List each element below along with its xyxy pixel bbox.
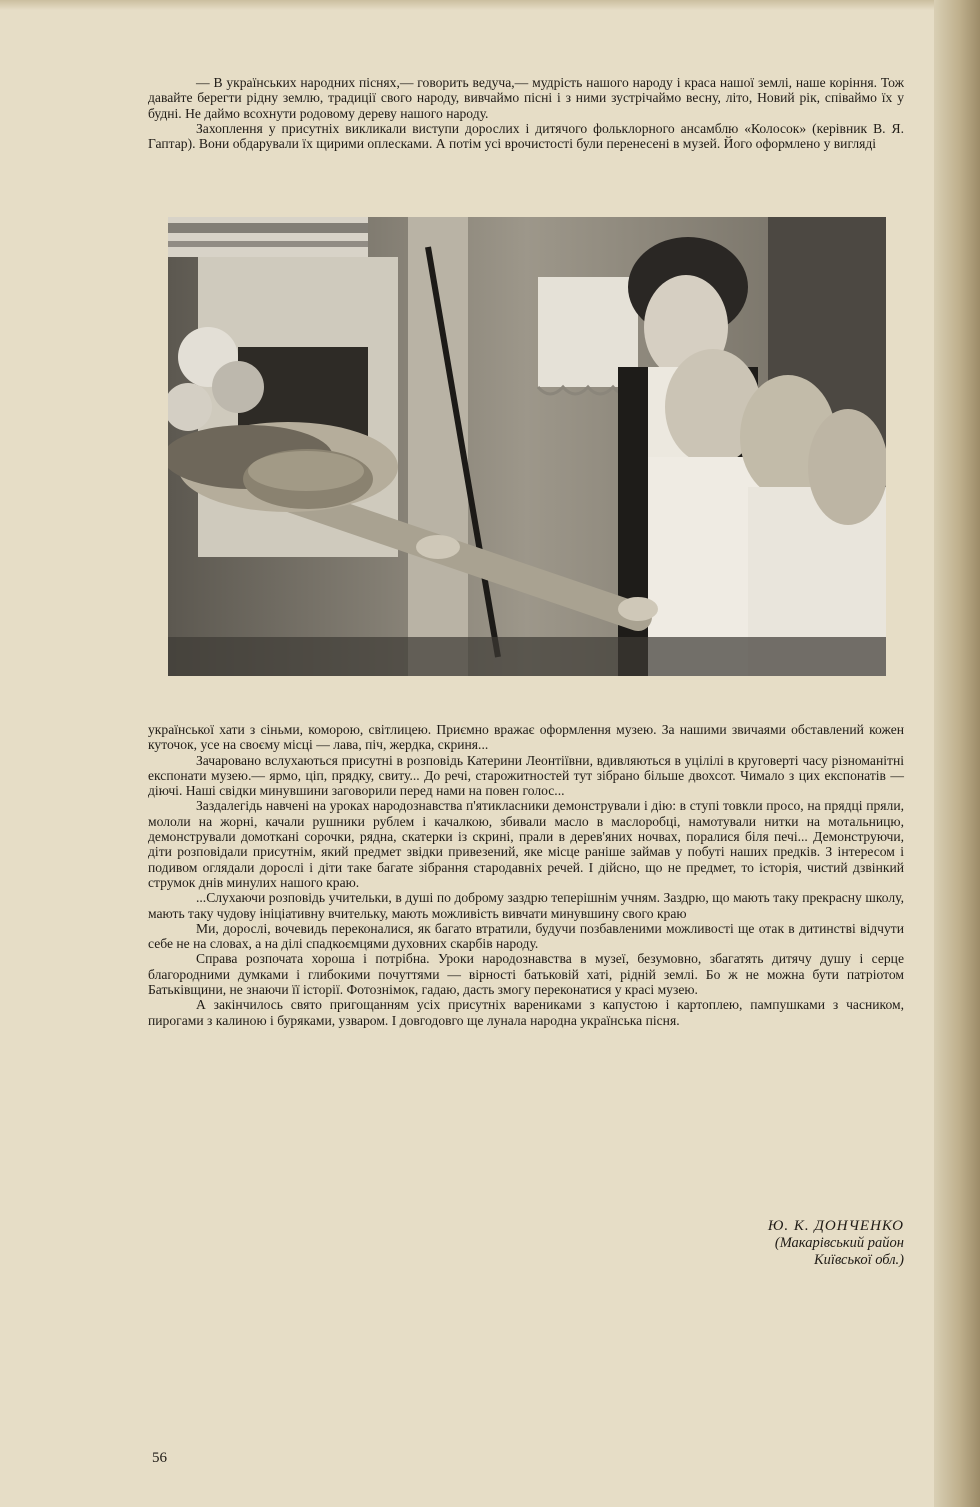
author-name: Ю. К. ДОНЧЕНКО bbox=[767, 1218, 904, 1234]
page-number: 56 bbox=[152, 1450, 167, 1466]
author-region: Київської обл.) bbox=[814, 1252, 904, 1268]
paragraph: Ми, дорослі, вочевидь переконалися, як багато втратили, будучи позбавленими можливості ще отак в дитинстві відчути себе не на словах, а на ділі спадкоємцями духовних скарбів народу. bbox=[148, 920, 904, 952]
paragraph: — В українських народних піснях,— говорить ведуча,— мудрість нашого народу і краса нашої землі, наше коріння. Тож давайте берегти рідну землю, традиції свого народу, вивчаймо пісні і з ними зустрічаймо весну, літо, Новий рік, співаймо їх у будні. Не даймо всохнути родовому дереву нашого народу. bbox=[148, 75, 904, 121]
paragraph: Справа розпочата хороша і потрібна. Уроки народознавства в музеї, безумовно, збагатять дитячу душу і серце благородними думками і глибокими почуттями — вірності батьковій хаті, рідній землі. Бо ж не можна бути патріотом Батьківщини, не знаючи її історії. Фотознімок, гадаю, дасть змогу переконатися у красі музею. bbox=[148, 951, 904, 998]
signature bbox=[768, 1218, 904, 1269]
article-text-top bbox=[148, 75, 904, 151]
museum-photo bbox=[168, 217, 886, 676]
page-edge bbox=[934, 0, 980, 1507]
paragraph: А закінчилось свято пригощанням усіх присутніх варениками з капустою і картоплею, пампушками з часником, пирогами з калиною і буряками, узваром. І довгодовго ще лунала народна українська пісня. bbox=[148, 997, 904, 1028]
article-text-bottom bbox=[148, 722, 904, 1028]
paragraph: української хати з сіньми, коморою, світлицею. Приємно вражає оформлення музею. За нашими звичаями обставлений кожен куточок, усе на своєму місці — лава, піч, жердка, скриня... bbox=[148, 722, 904, 753]
page-top-shadow bbox=[0, 0, 980, 10]
author-location: (Макарівський район bbox=[774, 1235, 904, 1251]
paragraph: ...Слухаючи розповідь учительки, в душі по доброму заздрю теперішнім учням. Заздрю, що мають таку прекрасну школу, мають таку чудову ініціативну вчительку, мають можливість вивчати минувшину свого краю bbox=[148, 890, 904, 921]
photo-illustration bbox=[168, 217, 886, 676]
paragraph: Заздалегідь навчені на уроках народознавства п'ятикласники демонстрували і дію: в ступі товкли просо, на прядці пряли, мололи на жорні, качали рушники рублем і качалкою, збивали масло в маслоробці, намотували нитки на мотальницю, демонстрували домоткані сорочки, рядна, скатерки із скрині, прали в дерев'яних ночвах, поралися біля печі... Демонструючи, діти розповідали присутнім, який предмет звідки привезений, яке місце раніше займав у побуті наших предків. З інтересом і подивом оглядали дорослі і діти таке багате зібрання стародавніх речей. І дійсно, що не предмет, то історія, чистий дзвінкий струмок днів минулих нашого краю. bbox=[148, 798, 904, 890]
paragraph: Зачаровано вслухаються присутні в розповідь Катерини Леонтіївни, вдивляються в уцілілі в круговерті часу різноманітні експонати музею.— ярмо, ціп, прядку, свиту... До речі, старожитностей тут зібрано більше двохсот. Чимало з цих експонатів — діючі. Наші свідки минувшини заговорили перед нами на повен голос... bbox=[148, 752, 904, 799]
paragraph: Захоплення у присутніх викликали виступи дорослих і дитячого фольклорного ансамблю «Колосок» (керівник В. Я. Гаптар). Вони обдарували їх щирими оплесками. А потім усі врочистості були перенесені в музей. Його оформлено у вигляді bbox=[148, 120, 904, 152]
